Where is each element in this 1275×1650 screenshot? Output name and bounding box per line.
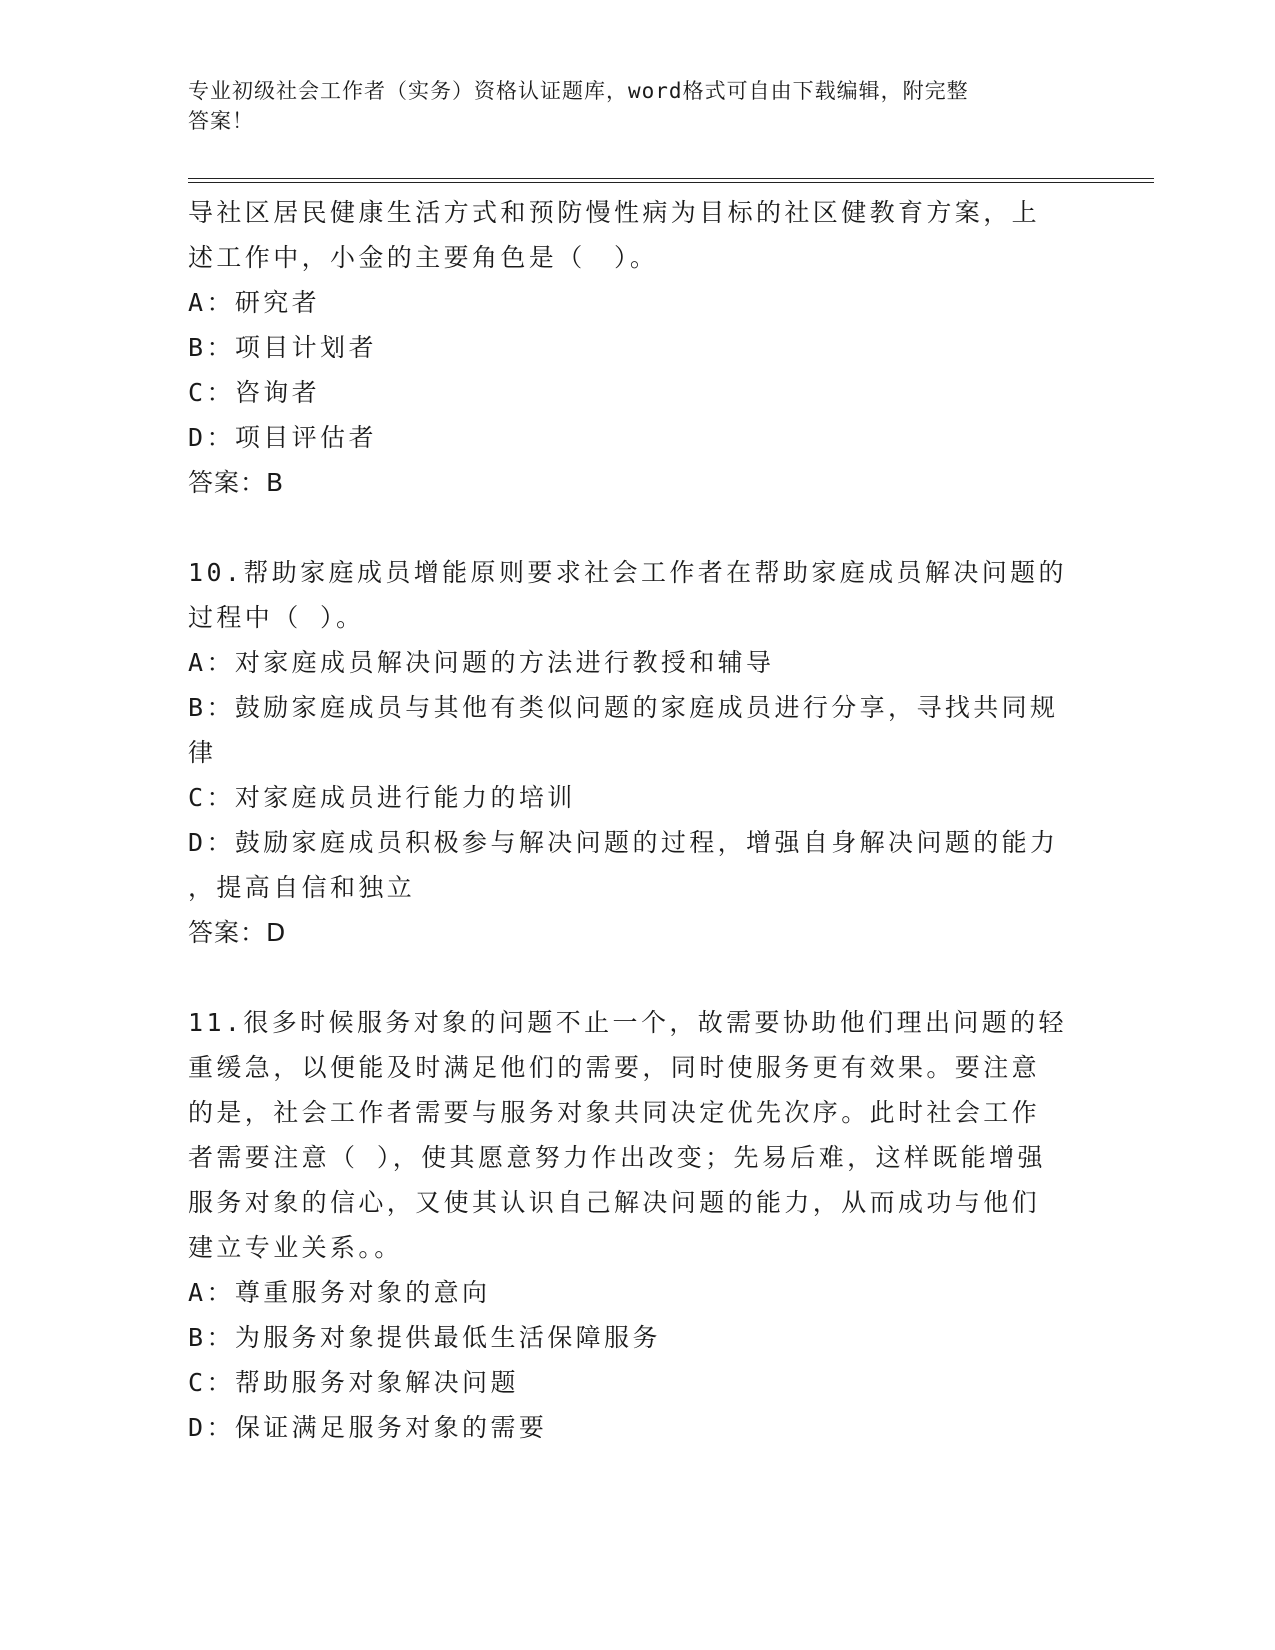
header-divider-bottom (188, 182, 1154, 183)
question-stem-line: 者需要注意（ ），使其愿意努力作出改变；先易后难，这样既能增强 (188, 1143, 1046, 1172)
option-d: D：项目评估者 (188, 423, 377, 452)
spacer (188, 955, 1088, 1000)
question-stem-line: 服务对象的信心，又使其认识自己解决问题的能力，从而成功与他们 (188, 1188, 1041, 1217)
question-stem-line: 建立专业关系。。 (188, 1233, 403, 1262)
header-line-2: 答案！ (188, 109, 254, 133)
question-9 (188, 190, 1088, 505)
option-c: C：帮助服务对象解决问题 (188, 1368, 519, 1397)
spacer (188, 505, 1088, 550)
option-a: A：研究者 (188, 288, 321, 317)
option-b: B：项目计划者 (188, 333, 377, 362)
option-d-continued: ，提高自信和独立 (188, 873, 416, 902)
question-stem-line: 过程中（ ）。 (188, 603, 365, 632)
header-divider-top (188, 178, 1154, 179)
option-c: C：对家庭成员进行能力的培训 (188, 783, 576, 812)
option-b: B：鼓励家庭成员与其他有类似问题的家庭成员进行分享，寻找共同规 (188, 693, 1059, 722)
question-stem-line: 的是，社会工作者需要与服务对象共同决定优先次序。此时社会工作 (188, 1098, 1041, 1127)
question-stem-line: 11.很多时候服务对象的问题不止一个，故需要协助他们理出问题的轻 (188, 1008, 1067, 1037)
header-line-1: 专业初级社会工作者（实务）资格认证题库，word格式可自由下载编辑，附完整 (188, 79, 969, 103)
question-content (188, 190, 1088, 1450)
question-stem-line: 述工作中，小金的主要角色是（ ）。 (188, 243, 659, 272)
question-stem-line: 10.帮助家庭成员增能原则要求社会工作者在帮助家庭成员解决问题的 (188, 558, 1067, 587)
option-c: C：咨询者 (188, 378, 321, 407)
question-10 (188, 550, 1088, 955)
question-11 (188, 1000, 1088, 1450)
option-a: A：尊重服务对象的意向 (188, 1278, 491, 1307)
answer-line: 答案：D (188, 918, 287, 947)
answer-line: 答案：B (188, 468, 285, 497)
option-d: D：鼓励家庭成员积极参与解决问题的过程，增强自身解决问题的能力 (188, 828, 1059, 857)
option-a: A：对家庭成员解决问题的方法进行教授和辅导 (188, 648, 775, 677)
question-stem-line: 导社区居民健康生活方式和预防慢性病为目标的社区健教育方案，上 (188, 198, 1041, 227)
question-stem-line: 重缓急，以便能及时满足他们的需要，同时使服务更有效果。要注意 (188, 1053, 1041, 1082)
option-d: D：保证满足服务对象的需要 (188, 1413, 548, 1442)
option-b: B：为服务对象提供最低生活保障服务 (188, 1323, 661, 1352)
option-b-continued: 律 (188, 738, 217, 767)
document-header (188, 76, 1088, 136)
